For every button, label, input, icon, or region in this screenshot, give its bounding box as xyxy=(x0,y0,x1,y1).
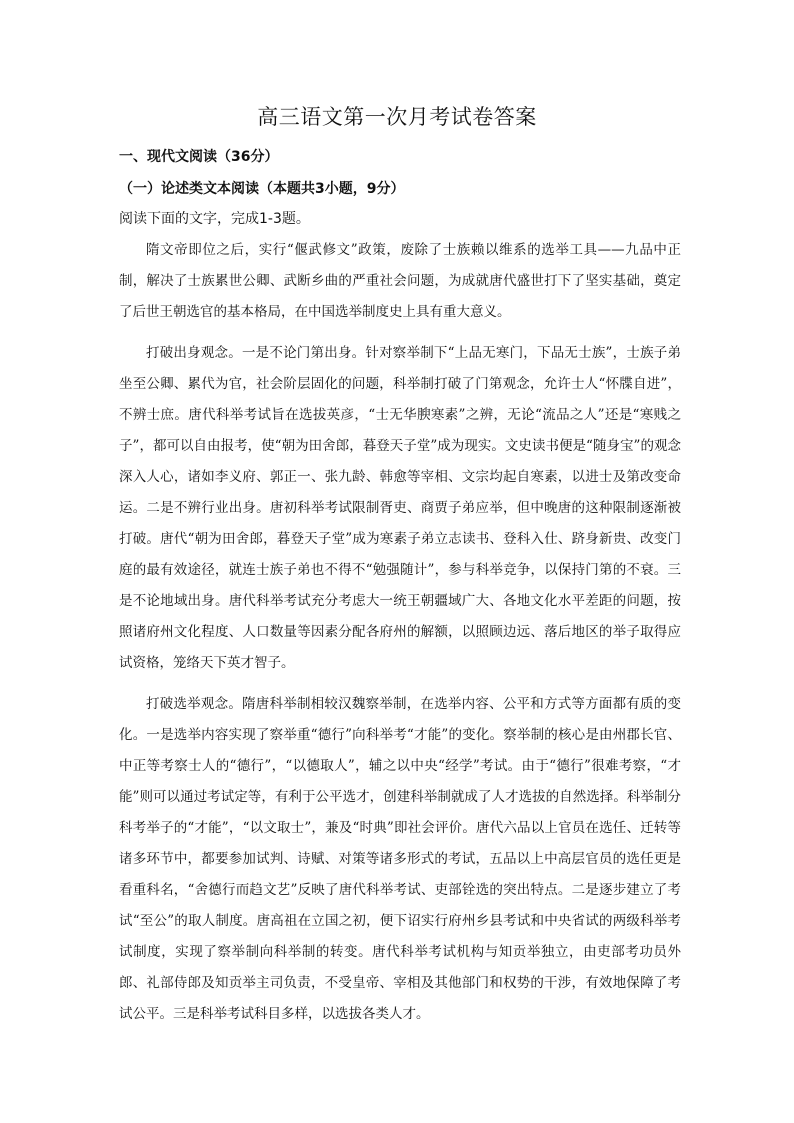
paragraph-1: 隋文帝即位之后，实行“偃武修文”政策，废除了士族赖以维系的选举工具——九品中正制，解决了士族累世公卿、武断乡曲的严重社会问题，为成就唐代盛世打下了坚实基础，奠定了后世王朝选官的基本格局，在中国选举制度史上具有重大意义。 xyxy=(119,242,681,320)
paragraph-3: 打破选举观念。隋唐科举制相较汉魏察举制，在选举内容、公平和方式等方面都有质的变化。一是选举内容实现了察举重“德行”向科举考“才能”的变化。察举制的核心是由州郡长官、中正等考察士人的“德行”，“以德取人”，辅之以中央“经学”考试。由于“德行”很难考察，“才能”则可以通过考试定等，有利于公平选才，创建科举制就成了人才选拔的自然选择。科举制分科考举子的“才能”，“以文取士”，兼及“时典”即社会评价。唐代六品以上官员在选任、迁转等诸多环节中，都要参加试判、诗赋、对策等诸多形式的考试，五品以上中高层官员的选任更是看重科名，“舍德行而趋文艺”反映了唐代科举考试、吏部铨选的突出特点。二是逐步建立了考试“至公”的取人制度。唐高祖在立国之初，便下诏实行府州乡县考试和中央省试的两级科举考试制度，实现了察举制向科举制的转变。唐代科举考试机构与知贡举独立，由吏部考功员外郎、礼部侍郎及知贡举主司负责，不受皇帝、宰相及其他部门和权势的干涉，有效地保障了考试公平。三是科举考试科目多样，以选拔各类人才。 xyxy=(119,696,681,1022)
reading-instruction: 阅读下面的文字，完成1-3题。 xyxy=(119,211,310,227)
article-body xyxy=(119,235,681,1030)
paragraph-2: 打破出身观念。一是不论门第出身。针对察举制下“上品无寒门，下品无士族”，士族子弟坐至公卿、累代为官，社会阶层固化的问题，科举制打破了门第观念，允许士人“怀牒自进”，不辨士庶。唐代科举考试旨在选拔英彦，“士无华腴寒素”之辨，无论“流品之人”还是“寒贱之子”，都可以自由报考，使“朝为田舍郎，暮登天子堂”成为现实。文史读书便是“随身宝”的观念深入人心，诸如李义府、郭正一、张九龄、韩愈等宰相、文宗均起自寒素，以进士及第改变命运。二是不辨行业出身。唐初科举考试限制胥吏、商贾子弟应举，但中晚唐的这种限制逐渐被打破。唐代“朝为田舍郎，暮登天子堂”成为寒素子弟立志读书、登科入仕、跻身新贵、改变门庭的最有效途径，就连士族子弟也不得不“勉强随计”，参与科举竞争，以保持门第的不衰。三是不论地域出身。唐代科举考试充分考虑大一统王朝疆域广大、各地文化水平差距的问题，按照诸府州文化程度、人口数量等因素分配各府州的解额，以照顾边远、落后地区的举子取得应试资格，笼络天下英才智子。 xyxy=(119,345,681,671)
document-title: 高三语文第一次月考试卷答案 xyxy=(257,105,537,129)
subsection-heading: （一）论述类文本阅读（本题共3小题，9分） xyxy=(119,181,405,197)
section-heading: 一、现代文阅读（36分） xyxy=(119,149,279,165)
